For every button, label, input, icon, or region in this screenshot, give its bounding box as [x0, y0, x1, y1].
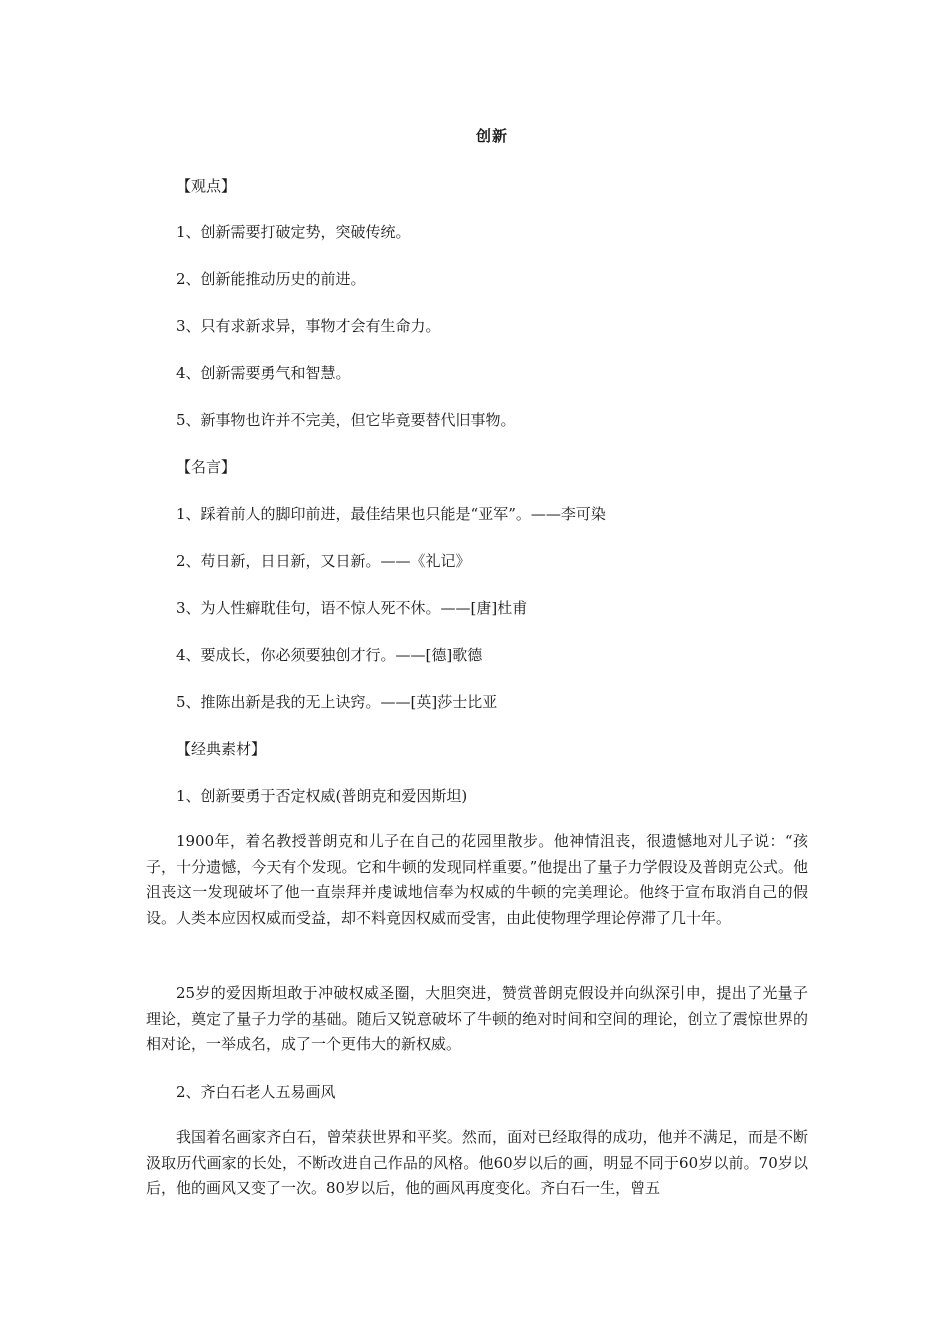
- quote-item: 4、要成长，你必须要独创才行。——[德]歌德: [176, 646, 483, 664]
- viewpoint-item: 4、创新需要勇气和智慧。: [176, 364, 351, 382]
- viewpoint-item: 5、新事物也许并不完美，但它毕竟要替代旧事物。: [176, 411, 516, 429]
- quotes-heading: 【名言】: [176, 458, 237, 476]
- quote-item: 1、踩着前人的脚印前进，最佳结果也只能是“亚军”。——李可染: [176, 505, 606, 523]
- material-paragraph: 我国着名画家齐白石，曾荣获世界和平奖。然而，面对已经取得的成功，他并不满足，而是不断汲取历代画家的长处，不断改进自己作品的风格。他60岁以后的画，明显不同于60岁以前。70岁以后，他的画风又变了一次。80岁以后，他的画风再度变化。齐白石一生，曾五: [146, 1128, 808, 1197]
- material-title: 1、创新要勇于否定权威(普朗克和爱因斯坦): [176, 787, 468, 805]
- document-title: 创新: [475, 127, 508, 145]
- quote-item: 5、推陈出新是我的无上诀窍。——[英]莎士比亚: [176, 693, 498, 711]
- material-paragraph: 1900年，着名教授普朗克和儿子在自己的花园里散步。他神情沮丧，很遗憾地对儿子说：“孩子，十分遗憾，今天有个发现。它和牛顿的发现同样重要。”他提出了量子力学假设及普朗克公式。他沮丧这一发现破坏了他一直崇拜并虔诚地信奉为权威的牛顿的完美理论。他终于宣布取消自己的假设。人类本应因权威而受益，却不料竟因权威而受害，由此使物理学理论停滞了几十年。: [146, 832, 808, 927]
- viewpoints-heading: 【观点】: [176, 177, 237, 195]
- materials-heading: 【经典素材】: [176, 740, 267, 758]
- material-title: 2、齐白石老人五易画风: [176, 1083, 336, 1101]
- quote-item: 3、为人性癖耽佳句，语不惊人死不休。——[唐]杜甫: [176, 599, 528, 617]
- viewpoint-item: 1、创新需要打破定势，突破传统。: [176, 223, 411, 241]
- quote-item: 2、苟日新，日日新，又日新。——《礼记》: [176, 552, 471, 570]
- viewpoint-item: 3、只有求新求异，事物才会有生命力。: [176, 317, 441, 335]
- viewpoint-item: 2、创新能推动历史的前进。: [176, 270, 366, 288]
- material-paragraph: 25岁的爱因斯坦敢于冲破权威圣圈，大胆突进，赞赏普朗克假设并向纵深引申，提出了光量子理论，奠定了量子力学的基础。随后又锐意破坏了牛顿的绝对时间和空间的理论，创立了震惊世界的相对论，一举成名，成了一个更伟大的新权威。: [146, 984, 808, 1053]
